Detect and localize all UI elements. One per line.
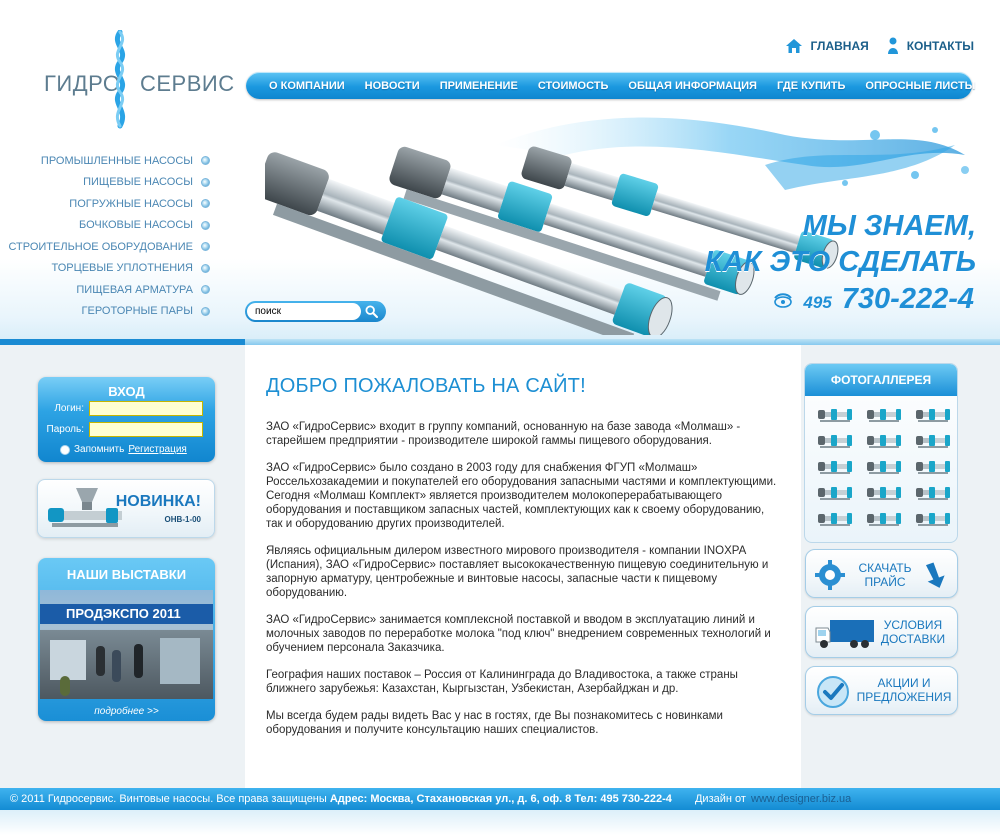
catalog-item-food-pumps[interactable] xyxy=(8,172,210,194)
logo[interactable] xyxy=(40,30,235,130)
exhibitions-panel xyxy=(38,558,215,721)
register-link[interactable]: Регистрация xyxy=(128,444,187,455)
download-price-label xyxy=(850,561,920,589)
bullet-icon xyxy=(201,285,210,294)
search-bar xyxy=(245,301,386,322)
delivery-terms-line-1: УСЛОВИЯ xyxy=(883,618,943,632)
gallery-thumbnail[interactable] xyxy=(817,508,853,530)
promotions-button[interactable] xyxy=(805,666,958,715)
catalog-item-drum-pumps[interactable] xyxy=(8,215,210,237)
catalog-item-label: ГЕРОТОРНЫЕ ПАРЫ xyxy=(81,305,193,318)
remember-checkbox[interactable] xyxy=(60,445,70,455)
main-content xyxy=(245,345,801,788)
photo-gallery-title: ФОТОГАЛЛЕРЕЯ xyxy=(805,364,957,396)
menu-item-price[interactable]: СТОИМОСТЬ xyxy=(537,79,609,92)
catalog-item-label: ТОРЦЕВЫЕ УПЛОТНЕНИЯ xyxy=(51,262,193,275)
login-panel xyxy=(38,377,215,462)
catalog-item-label: ПОГРУЖНЫЕ НАСОСЫ xyxy=(69,197,193,210)
gallery-thumbnail[interactable] xyxy=(866,404,902,426)
bullet-icon xyxy=(201,199,210,208)
exhibition-photo-caption: ПРОДЭКСПО 2011 xyxy=(66,606,181,621)
login-row xyxy=(38,401,215,416)
topnav-contacts[interactable] xyxy=(887,37,974,55)
slogan-line-2: КАК ЭТО СДЕЛАТЬ xyxy=(704,246,976,278)
menu-item-where-to-buy[interactable]: ГДЕ КУПИТЬ xyxy=(776,79,846,92)
footer-designer-label: Дизайн от xyxy=(694,793,746,805)
banner-phone xyxy=(773,283,974,316)
exhibition-stand xyxy=(50,640,86,680)
download-price-line-2: ПРАЙС xyxy=(864,575,906,589)
exhibitions-title: НАШИ ВЫСТАВКИ xyxy=(66,567,187,582)
gallery-thumbnail[interactable] xyxy=(866,430,902,452)
pump-thumbnail-icon xyxy=(817,456,853,478)
menu-item-application[interactable]: ПРИМЕНЕНИЕ xyxy=(439,79,518,92)
remember-row xyxy=(60,444,187,455)
bullet-icon xyxy=(201,221,210,230)
pump-thumbnail-icon xyxy=(866,456,902,478)
bullet-icon xyxy=(201,156,210,165)
catalog-item-label: ПИЩЕВАЯ АРМАТУРА xyxy=(76,283,193,296)
delivery-terms-label xyxy=(878,618,948,646)
catalog-item-label: БОЧКОВЫЕ НАСОСЫ xyxy=(78,219,193,232)
visitor-figure xyxy=(134,644,143,678)
phone-icon xyxy=(773,292,793,308)
pump-thumbnail-icon xyxy=(915,404,951,426)
catalog-item-label: СТРОИТЕЛЬНОЕ ОБОРУДОВАНИЕ xyxy=(8,240,193,253)
pump-thumbnail-icon xyxy=(866,482,902,504)
login-label: Логин: xyxy=(54,403,84,414)
bullet-icon xyxy=(201,307,210,316)
banner-slogan xyxy=(705,208,976,280)
login-title: ВХОД xyxy=(108,384,145,399)
pump-thumbnail-icon xyxy=(915,430,951,452)
photo-gallery xyxy=(804,363,958,543)
top-navigation xyxy=(785,37,974,55)
slogan-line-1: МЫ ЗНАЕМ, xyxy=(802,210,976,242)
delivery-terms-line-2: ДОСТАВКИ xyxy=(880,632,946,646)
catalog-item-mechanical-seals[interactable] xyxy=(8,258,210,280)
content-paragraph: Являясь официальным дилером известного мирового производителя - компании INOXPA (Испания), ЗАО «ГидроСервис» поставляет высококачественную пищевую соединительную и запорную арматуру, центробежные и винтовые насосы, запасные части к пищевому оборудованию. xyxy=(266,545,769,599)
checkmark-badge-icon xyxy=(816,675,850,709)
promotions-line-2: ПРЕДЛОЖЕНИЯ xyxy=(856,690,952,704)
gallery-thumbnail[interactable] xyxy=(915,430,951,452)
pump-thumbnail-icon xyxy=(866,404,902,426)
site-header xyxy=(0,0,1000,345)
pump-thumbnail-icon xyxy=(915,482,951,504)
visitor-figure xyxy=(96,646,105,676)
pump-thumbnail-icon xyxy=(817,430,853,452)
catalog-item-gerotor-pairs[interactable] xyxy=(8,301,210,323)
content-paragraph: ЗАО «ГидроСервис» входит в группу компаний, основанную на базе завода «Молмаш» - старейшем предприятии - производителе широкой гаммы пищевого оборудования. xyxy=(266,421,741,447)
download-price-button[interactable] xyxy=(805,549,958,598)
footer-designer-link[interactable]: www.designer.biz.ua xyxy=(751,793,852,805)
login-input[interactable] xyxy=(89,401,203,416)
logo-word-1: ГИДРО xyxy=(44,71,121,96)
gear-icon xyxy=(815,560,845,590)
gallery-thumbnail[interactable] xyxy=(817,482,853,504)
pump-thumbnail-icon xyxy=(866,430,902,452)
delivery-terms-button[interactable] xyxy=(805,606,958,658)
search-input[interactable] xyxy=(247,303,361,320)
password-input[interactable] xyxy=(89,422,203,437)
exhibition-stand xyxy=(160,638,200,684)
content-paragraph: ЗАО «ГидроСервис» было создано в 2003 году для снабжения ФГУП «Молмаш» Россельхозакадемии и покупателей его оборудования запасными частями и комплектующими. Сегодня «Молмаш Комплект» является производителем молокоперерабатывающего оборудования и поставщиком запасных частей, комплектующих как к своему оборудованию, так и оборудованию других производителей. xyxy=(266,462,777,530)
arrow-down-icon xyxy=(924,560,950,590)
visitor-figure xyxy=(112,650,121,682)
pump-thumbnail-icon xyxy=(915,456,951,478)
truck-icon xyxy=(814,618,876,650)
phone-number: 730-222-4 xyxy=(841,283,974,315)
exhibition-photo[interactable] xyxy=(40,590,213,699)
phone-code: 495 xyxy=(803,293,832,312)
topnav-home[interactable] xyxy=(785,38,869,54)
gallery-thumbnail[interactable] xyxy=(817,430,853,452)
search-button[interactable] xyxy=(361,303,381,320)
exhibitions-more-link[interactable]: подробнее >> xyxy=(94,706,159,717)
menu-item-news[interactable]: НОВОСТИ xyxy=(364,79,420,92)
catalog-item-label: ПРОМЫШЛЕННЫЕ НАСОСЫ xyxy=(40,154,193,167)
pump-thumbnail-icon xyxy=(817,404,853,426)
catalog-item-food-valves[interactable] xyxy=(8,279,210,301)
password-row xyxy=(38,422,215,437)
visitor-figure xyxy=(60,676,70,696)
main-menu xyxy=(246,72,976,99)
topnav-home-label: ГЛАВНАЯ xyxy=(810,39,869,53)
remember-label: Запомнить xyxy=(74,444,125,455)
home-icon xyxy=(785,38,803,54)
pump-thumbnail-icon xyxy=(817,508,853,530)
pump-product-icon xyxy=(46,486,126,534)
content-paragraph: ЗАО «ГидроСервис» занимается комплексной поставкой и вводом в эксплуатацию линий и молочных заводов по переработке молока "под ключ" внедрением современных технологий и обучением персонала Заказчика. xyxy=(266,614,771,654)
gallery-thumbnail[interactable] xyxy=(915,482,951,504)
content-paragraph: Мы всегда будем рады видеть Вас у нас в гостях, где Вы познакомитесь с новинками оборудования и получите консультацию наших специалистов. xyxy=(266,710,723,736)
new-product-title: НОВИНКА! xyxy=(115,493,201,510)
menu-item-general-info[interactable]: ОБЩАЯ ИНФОРМАЦИЯ xyxy=(628,79,757,92)
photo-gallery-grid xyxy=(805,396,957,532)
password-label: Пароль: xyxy=(46,424,84,435)
logo-word-2: СЕРВИС xyxy=(140,71,235,96)
download-price-line-1: СКАЧАТЬ xyxy=(858,561,912,575)
pump-thumbnail-icon xyxy=(866,508,902,530)
promotions-line-1: АКЦИИ И xyxy=(877,676,931,690)
gallery-thumbnail[interactable] xyxy=(915,404,951,426)
water-drop-logo-icon xyxy=(105,30,135,130)
site-footer xyxy=(0,788,1000,810)
catalog-menu xyxy=(8,150,210,322)
bullet-icon xyxy=(201,178,210,187)
gallery-thumbnail[interactable] xyxy=(866,508,902,530)
promotions-label xyxy=(854,676,954,704)
catalog-item-construction-equipment[interactable] xyxy=(8,236,210,258)
page-title: ДОБРО ПОЖАЛОВАТЬ НА САЙТ! xyxy=(266,375,586,397)
bullet-icon xyxy=(201,242,210,251)
menu-item-questionnaires[interactable]: ОПРОСНЫЕ ЛИСТЫ xyxy=(865,79,976,92)
footer-shadow xyxy=(0,810,1000,835)
contacts-icon xyxy=(887,37,899,55)
catalog-item-industrial-pumps[interactable] xyxy=(8,150,210,172)
gallery-thumbnail[interactable] xyxy=(817,404,853,426)
catalog-item-submersible-pumps[interactable] xyxy=(8,193,210,215)
search-icon xyxy=(365,305,378,318)
menu-item-about[interactable]: О КОМПАНИИ xyxy=(269,79,345,92)
pump-thumbnail-icon xyxy=(817,482,853,504)
footer-address: Адрес: Москва, Стахановская ул., д. 6, оф. 8 Тел: 495 730-222-4 xyxy=(329,793,672,805)
gallery-thumbnail[interactable] xyxy=(866,482,902,504)
new-product-banner[interactable] xyxy=(37,479,215,538)
new-product-model: OHB-1-00 xyxy=(164,515,201,524)
bullet-icon xyxy=(201,264,210,273)
catalog-item-label: ПИЩЕВЫЕ НАСОСЫ xyxy=(83,176,193,189)
gallery-thumbnail[interactable] xyxy=(915,508,951,530)
topnav-contacts-label: КОНТАКТЫ xyxy=(906,39,974,53)
footer-copyright: © 2011 Гидросервис. Винтовые насосы. Все права защищены xyxy=(10,793,327,805)
gallery-thumbnail[interactable] xyxy=(915,456,951,478)
gallery-thumbnail[interactable] xyxy=(866,456,902,478)
gallery-thumbnail[interactable] xyxy=(817,456,853,478)
content-paragraph: География наших поставок – Россия от Калининграда до Владивостока, а также страны ближнего зарубежья: Казахстан, Кыргызстан, Узбекистан, Азербайджан и др. xyxy=(266,669,738,695)
pump-thumbnail-icon xyxy=(915,508,951,530)
